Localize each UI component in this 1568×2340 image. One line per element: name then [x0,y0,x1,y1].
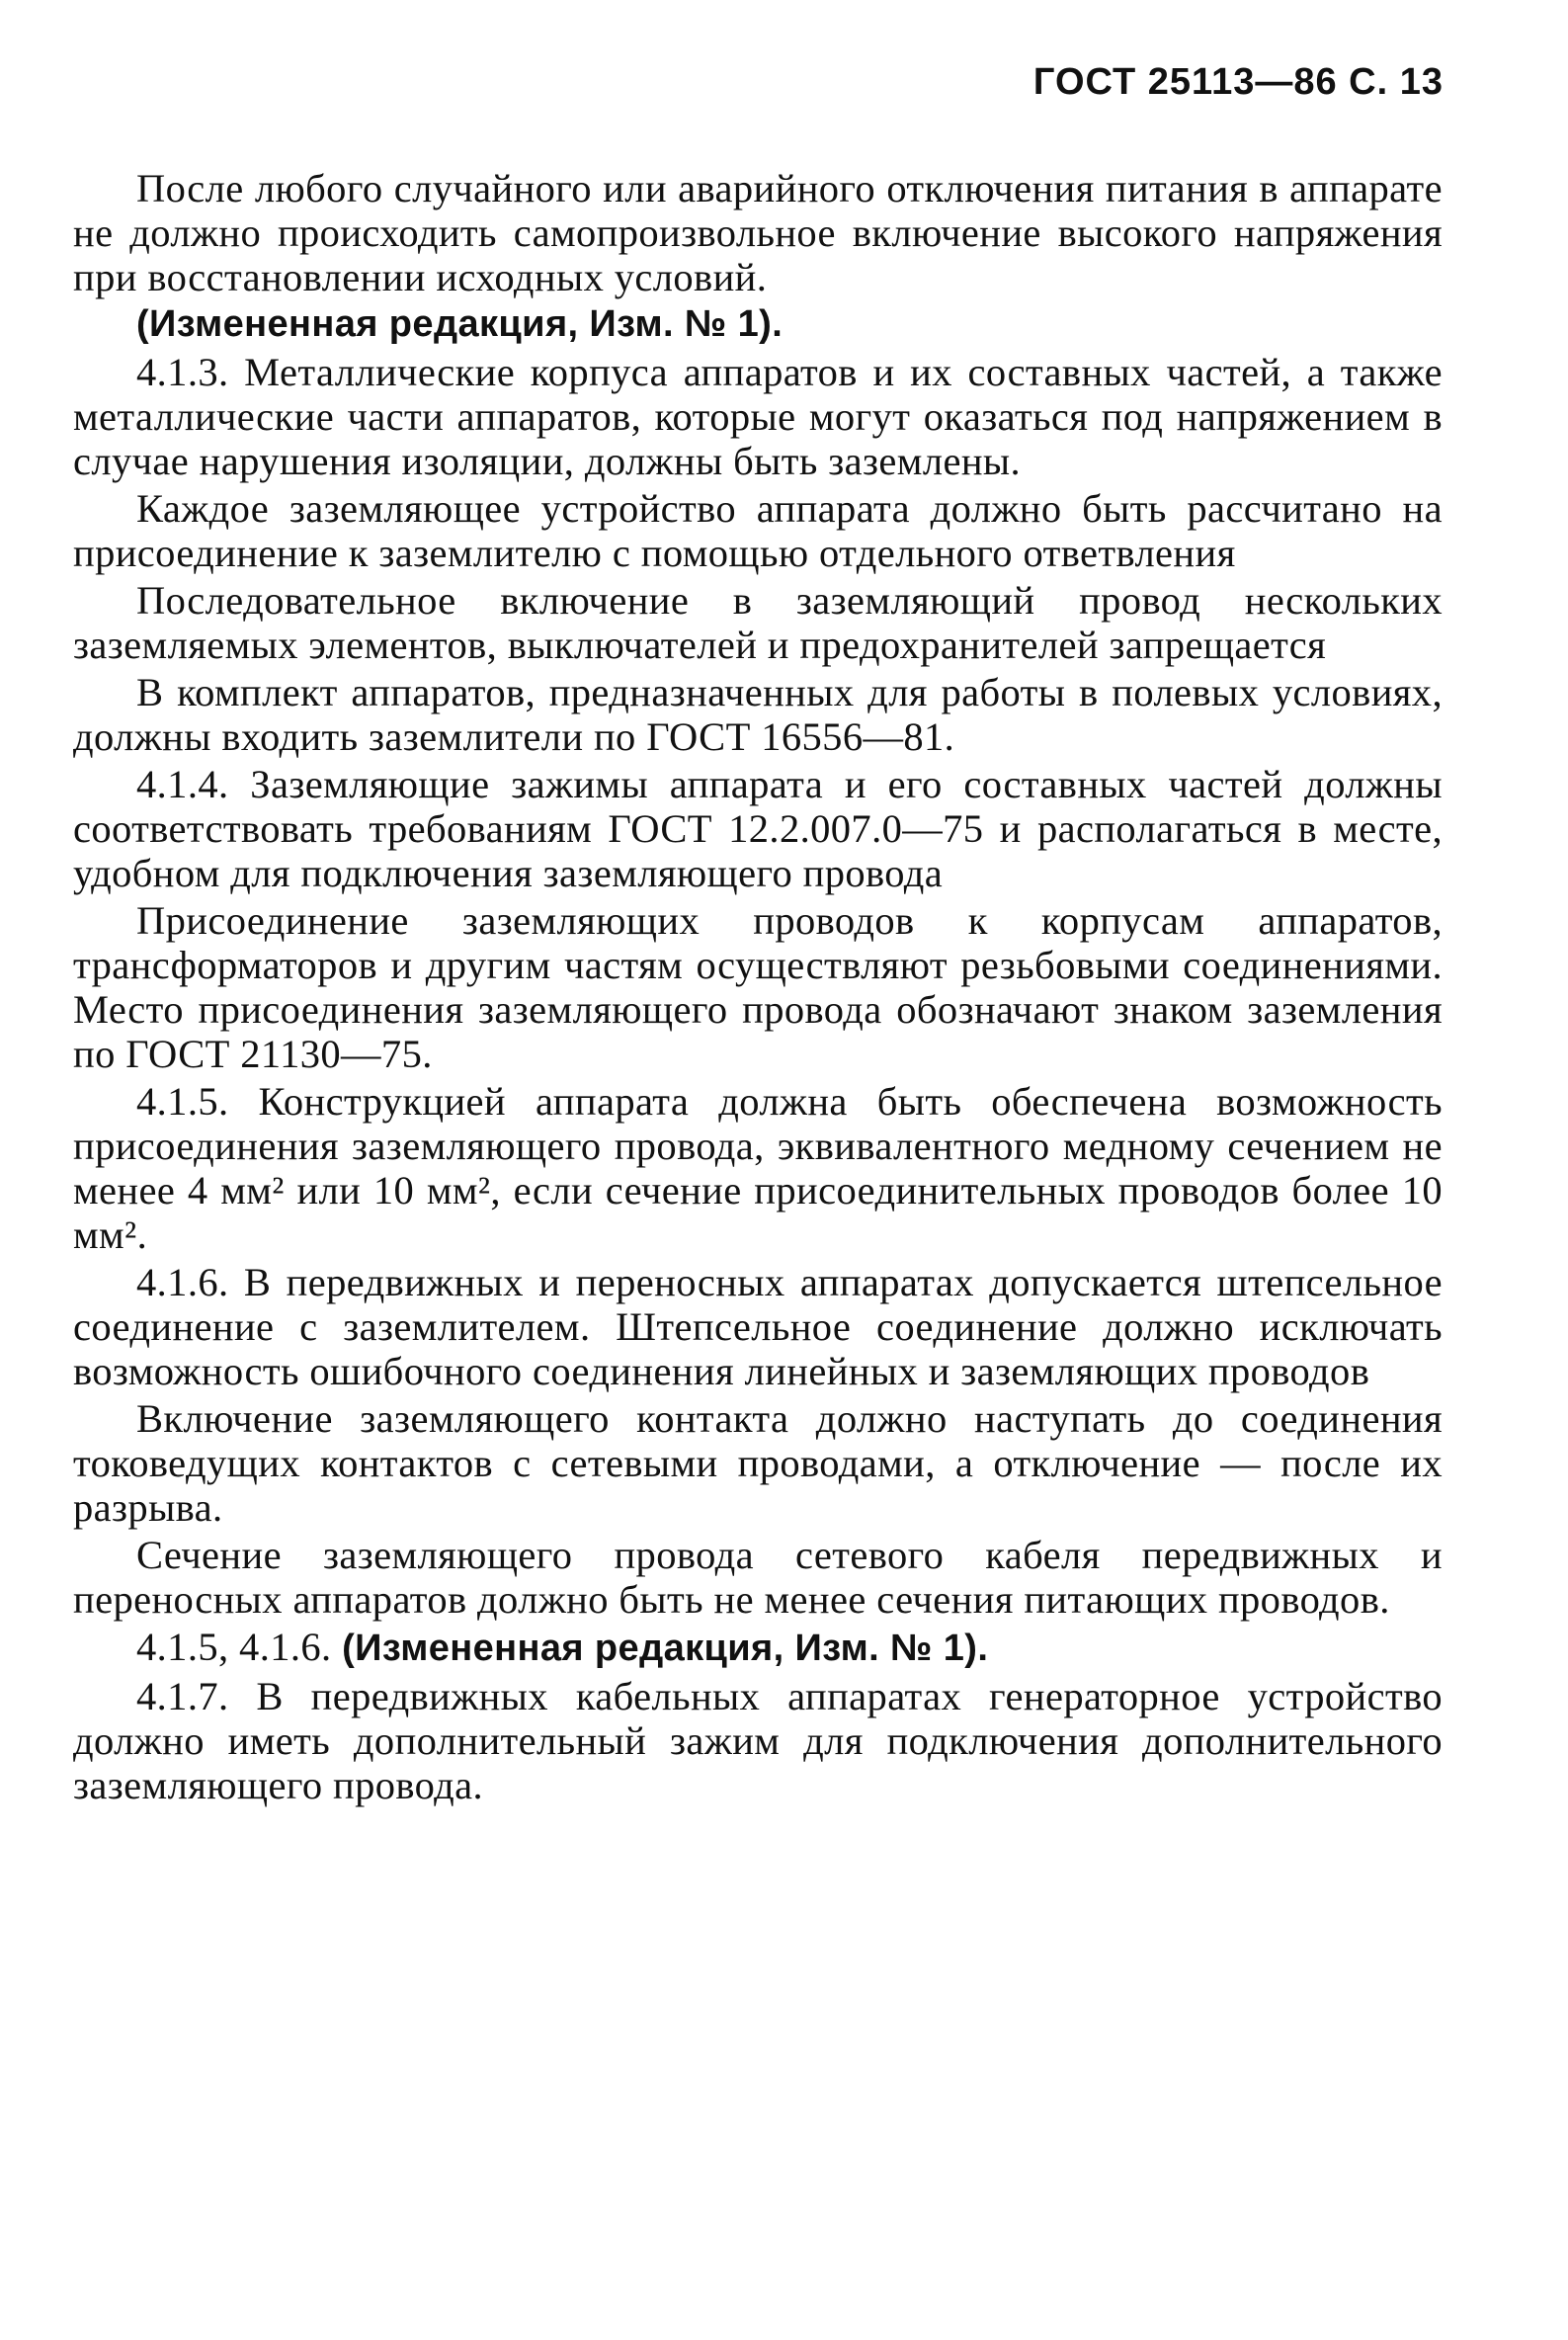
paragraph: Сечение заземляющего провода сетевого кабеля передвижных и переносных аппаратов должно быть не менее сечения питающих проводов. [73,1533,1443,1622]
amendment-note: (Измененная редакция, Изм. № 1). [342,1628,989,1669]
paragraph: Присоединение заземляющих проводов к корпусам аппаратов, трансформаторов и другим частям осуществляют резьбовыми соединениями. Место присоединения заземляющего провода обозначают знаком заземления по ГОСТ 21130—75. [73,898,1443,1076]
clause-4-1-4: 4.1.4. Заземляющие зажимы аппарата и его составных частей должны соответствовать требованиям ГОСТ 12.2.007.0—75 и располагаться в месте, удобном для подключения заземляющего провода [73,762,1443,895]
paragraph: Последовательное включение в заземляющий провод нескольких заземляемых элементов, выключателей и предохранителей запрещается [73,578,1443,667]
clause-4-1-5: 4.1.5. Конструкцией аппарата должна быть обеспечена возможность присоединения заземляющего провода, эквивалентного медному сечением не менее 4 мм² или 10 мм², если сечение присоединительных проводов более 10 мм². [73,1079,1443,1257]
paragraph: Каждое заземляющее устройство аппарата должно быть рассчитано на присоединение к заземлителю с помощью отдельного ответвления [73,486,1443,575]
clause-4-1-3: 4.1.3. Металлические корпуса аппаратов и их составных частей, а также металлические части аппаратов, которые могут оказаться под напряжением в случае нарушения изоляции, должны быть заземлены. [73,350,1443,483]
body-text [73,166,1443,1810]
clause-4-1-7: 4.1.7. В передвижных кабельных аппаратах генераторное устройство должно иметь дополнительный зажим для подключения дополнительного заземляющего провода. [73,1674,1443,1807]
running-header: ГОСТ 25113—86 С. 13 [1032,61,1444,103]
paragraph: После любого случайного или аварийного отключения питания в аппарате не должно происходить самопроизвольное включение высокого напряжения при восстановлении исходных условий. [73,166,1443,299]
amendment-note: (Измененная редакция, Изм. № 1). [136,303,784,345]
amendment-line [73,1625,1443,1671]
paragraph: Включение заземляющего контакта должно наступать до соединения токоведущих контактов с сетевыми проводами, а отключение — после их разрыва. [73,1396,1443,1530]
paragraph: В комплект аппаратов, предназначенных для работы в полевых условиях, должны входить заземлители по ГОСТ 16556—81. [73,670,1443,759]
clause-4-1-6: 4.1.6. В передвижных и переносных аппаратах допускается штепсельное соединение с заземлителем. Штепсельное соединение должно исключать возможность ошибочного соединения линейных и заземляющих проводов [73,1260,1443,1393]
clause-reference: 4.1.5, 4.1.6. [136,1625,332,1669]
